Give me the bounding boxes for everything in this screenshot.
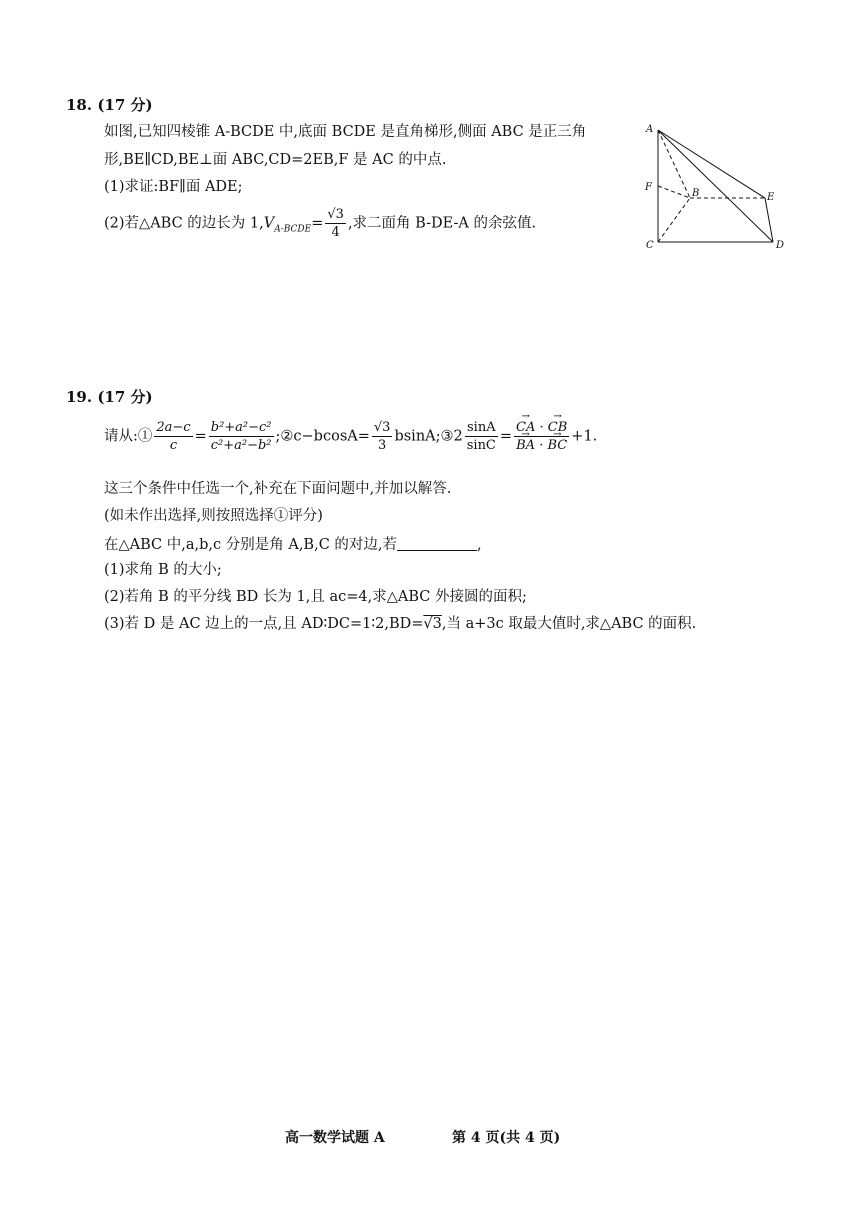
fraction-denominator: c [169,438,178,453]
label-D: D [776,240,785,251]
vector-BC: → BC [547,439,567,452]
q19-choose-prefix: 请从:① [104,428,153,445]
q19-conditions-line [104,421,597,452]
vector-CB: → CB [548,421,568,434]
cond3-equals: = [499,428,513,445]
q19-line4-comma: , [477,537,482,553]
q18-part-2 [104,208,536,239]
cond2-text: ;②c−bcosA= [275,428,370,445]
vector-BA: → BA [516,439,535,452]
label-A: A [646,124,654,135]
fraction-numerator: b²+a²−c² [210,420,272,435]
q18-volume-subscript: A-BCDE [274,224,312,235]
q18-part2-suffix: ,求二面角 B-DE-A 的余弦值. [347,215,537,232]
q19-part3-suffix: ,当 a+3c 取最大值时,求△ABC 的面积. [441,616,697,632]
q18-volume-symbol: V [263,215,275,232]
q19-line-3: (如未作出选择,则按照选择①评分) [104,508,323,524]
cond3-sine-fraction [465,421,498,452]
dot-operator: · [535,420,548,435]
q18-part-1: (1)求证:BF∥面 ADE; [104,179,243,195]
q18-part2-prefix: (2)若△ABC 的边长为 1, [104,215,264,232]
fraction-numerator: √3 [373,420,391,435]
label-E: E [767,192,775,203]
answer-blank [397,536,477,551]
fraction-numerator: sinA [465,421,498,437]
cond2-fraction [372,421,393,452]
cond2-tail: bsinA;③2 [394,428,463,445]
q18-equals: = [311,215,324,232]
q18-stem-line-2: 形,BE∥CD,BE⊥面 ABC,CD=2EB,F 是 AC 的中点. [104,152,447,168]
edge-AD [658,130,773,242]
edge-CB [658,198,690,242]
cond1-right-fraction [209,421,274,452]
q18-stem-line-1: 如图,已知四棱锥 A-BCDE 中,底面 BCDE 是直角梯形,侧面 ABC 是正三角 [104,124,587,140]
q18-volume-fraction [325,208,346,239]
q19-line-4 [104,536,482,553]
q19-part-3 [104,617,696,632]
cond1-left-fraction [154,421,192,452]
label-F: F [645,182,652,193]
footer-title: 高一数学试题 A [285,1130,385,1146]
fraction-numerator: 2a−c [156,420,191,435]
q19-line4-text: 在△ABC 中,a,b,c 分别是角 A,B,C 的对边,若 [104,537,398,553]
q18-header: 18. (17 分) [66,96,153,114]
fraction-numerator: √3 [327,207,344,222]
footer-page-number: 第 4 页(共 4 页) [452,1130,561,1146]
q19-part3-sqrt: √3 [423,616,442,632]
q19-part-1: (1)求角 B 的大小; [104,562,222,578]
label-B: B [692,188,700,199]
label-C: C [646,240,654,251]
fraction-denominator: sinC [466,438,496,453]
fraction-denominator: c²+a²−b² [210,438,272,453]
cond1-equals: = [194,428,207,445]
cond3-tail: +1. [571,428,598,445]
q19-part3-prefix: (3)若 D 是 AC 边上的一点,且 AD∶DC=1∶2,BD= [104,616,424,632]
pyramid-figure [640,120,790,255]
q19-header: 19. (17 分) [66,388,153,406]
q19-part-2: (2)若角 B 的平分线 BD 长为 1,且 ac=4,求△ABC 外接圆的面积; [104,589,527,605]
vector-CA: → CA [516,421,535,434]
fraction-denominator: 3 [378,438,387,453]
q19-line-2: 这三个条件中任选一个,补充在下面问题中,并加以解答. [104,481,452,497]
fraction-denominator: 4 [331,225,340,240]
fraction-denominator [514,437,569,452]
cond3-vector-fraction [514,421,569,452]
dot-operator: · [535,438,548,453]
